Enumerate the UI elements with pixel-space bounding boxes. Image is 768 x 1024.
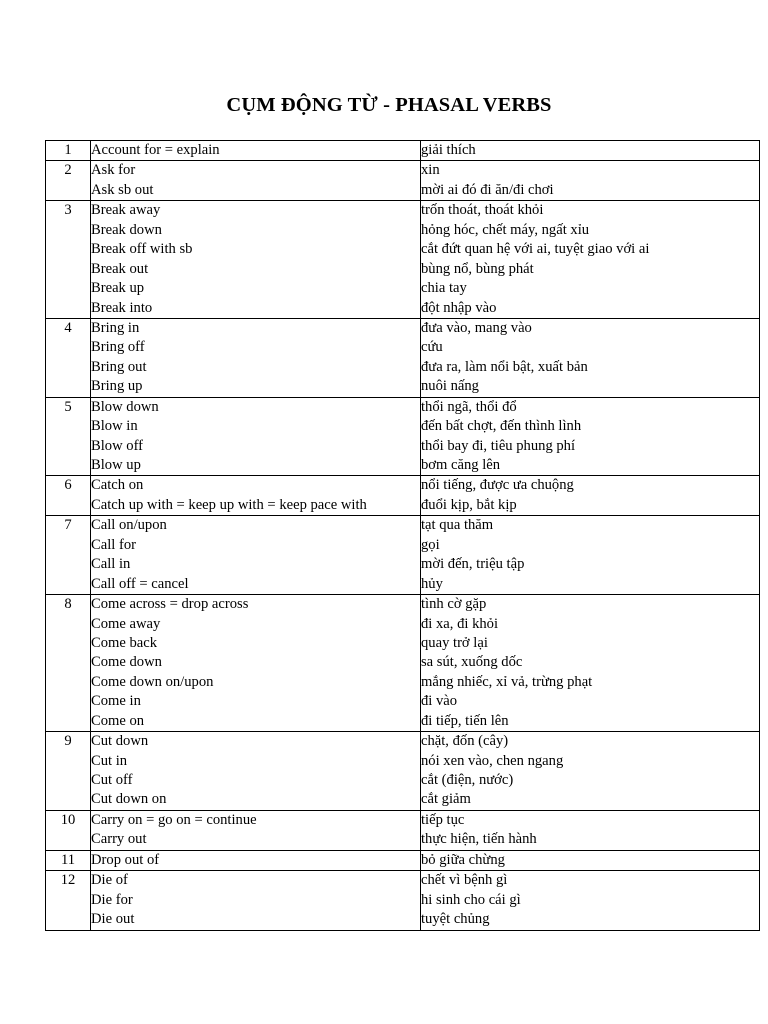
row-number-cell [46, 161, 91, 201]
table-row [46, 850, 760, 870]
verb-meaning: đi tiếp, tiến lên [421, 712, 509, 729]
verb-meaning: chia tay [421, 280, 467, 297]
meaning-cell [421, 141, 760, 161]
phrasal-verb-cell [91, 141, 421, 161]
phrasal-verb: Come back [91, 634, 158, 651]
verb-meaning: thổi ngã, thổi đổ [421, 398, 517, 415]
meaning-cell [421, 201, 760, 319]
verb-meaning: hủy [421, 575, 443, 592]
phrasal-verb: Cut down [91, 733, 149, 750]
phrasal-verb: Break up [91, 280, 145, 297]
meaning-cell [421, 850, 760, 870]
verb-meaning: cắt giảm [421, 791, 471, 808]
row-number-cell [46, 732, 91, 811]
verb-meaning: cắt (điện, nước) [421, 772, 514, 788]
verb-meaning: thực hiện, tiến hành [421, 831, 537, 848]
verb-meaning: bỏ giữa chừng [421, 851, 505, 868]
row-number: 3 [64, 202, 72, 219]
phrasal-verb: Carry on = go on = continue [91, 811, 257, 828]
verb-meaning: cắt đứt quan hệ với ai, tuyệt giao với ai [421, 241, 650, 258]
phrasal-verb: Cut down on [91, 791, 167, 808]
verb-meaning: đột nhập vào [421, 299, 497, 316]
phrasal-verb-cell [91, 871, 421, 930]
phrasal-verb: Come down on/upon [91, 673, 214, 690]
phrasal-verb: Come down [91, 654, 162, 671]
row-number-cell [46, 810, 91, 850]
row-number-cell [46, 595, 91, 732]
row-number: 7 [64, 517, 72, 534]
row-number-cell [46, 476, 91, 516]
verb-meaning: nói xen vào, chen ngang [421, 752, 564, 769]
table-row [46, 516, 760, 595]
table-row [46, 141, 760, 161]
phrasal-verb-cell [91, 397, 421, 476]
phrasal-verb: Account for = explain [91, 142, 220, 158]
verb-meaning: trốn thoát, thoát khỏi [421, 202, 544, 219]
phrasal-verb: Ask for [91, 162, 136, 179]
phrasal-verb-cell [91, 850, 421, 870]
verb-meaning: nổi tiếng, được ưa chuộng [421, 477, 574, 494]
row-number: 9 [64, 733, 72, 750]
row-number: 12 [60, 872, 76, 889]
phrasal-verb-cell [91, 476, 421, 516]
table-row [46, 595, 760, 732]
phrasal-verb-cell [91, 161, 421, 201]
phrasal-verb: Break into [91, 299, 153, 316]
row-number-cell [46, 201, 91, 319]
table-row [46, 161, 760, 201]
row-number: 1 [64, 142, 72, 158]
row-number: 6 [64, 477, 72, 494]
row-number: 8 [64, 596, 72, 613]
phrasal-verb: Come on [91, 712, 145, 729]
phrasal-verb-cell [91, 810, 421, 850]
verb-meaning: tình cờ gặp [421, 596, 487, 613]
phrasal-verb: Catch up with = keep up with = keep pace with [91, 496, 367, 513]
meaning-cell [421, 516, 760, 595]
verb-meaning: bơm căng lên [421, 457, 501, 473]
phrasal-verb: Bring in [91, 319, 140, 336]
verb-meaning: mắng nhiếc, xỉ vả, trừng phạt [421, 673, 593, 690]
verb-meaning: tiếp tục [421, 811, 465, 828]
verb-meaning: xin [421, 162, 440, 179]
table-body [46, 141, 760, 931]
verb-meaning: cứu [421, 339, 443, 356]
verb-meaning: đưa ra, làm nổi bật, xuất bản [421, 358, 588, 375]
verb-meaning: đưa vào, mang vào [421, 319, 532, 336]
phrasal-verb: Call for [91, 536, 136, 553]
verb-meaning: hỏng hóc, chết máy, ngất xỉu [421, 221, 590, 238]
phrasal-verb: Die of [91, 872, 128, 889]
phrasal-verb: Cut in [91, 752, 128, 769]
table-row [46, 476, 760, 516]
meaning-cell [421, 161, 760, 201]
phrasal-verb: Break off with sb [91, 241, 193, 258]
row-number: 5 [64, 398, 72, 415]
phrasal-verbs-table [45, 140, 760, 931]
row-number: 11 [60, 851, 76, 868]
row-number: 4 [64, 319, 72, 336]
verb-meaning: tuyệt chủng [421, 911, 490, 928]
phrasal-verb: Drop out of [91, 851, 160, 868]
verb-meaning: bùng nổ, bùng phát [421, 260, 534, 277]
phrasal-verb-cell [91, 732, 421, 811]
row-number-cell [46, 318, 91, 397]
phrasal-verb: Die for [91, 891, 133, 908]
table-row [46, 397, 760, 476]
phrasal-verb: Blow off [91, 437, 144, 454]
verb-meaning: chặt, đốn (cây) [421, 733, 509, 750]
verb-meaning: đi xa, đi khỏi [421, 615, 499, 632]
verb-meaning: gọi [421, 536, 440, 553]
row-number-cell [46, 397, 91, 476]
table-row [46, 871, 760, 930]
table-row [46, 201, 760, 319]
verb-meaning: đuổi kịp, bắt kịp [421, 496, 517, 513]
phrasal-verb: Break down [91, 221, 162, 238]
phrasal-verb-cell [91, 318, 421, 397]
verb-meaning: nuôi nấng [421, 378, 479, 395]
verb-meaning: quay trở lại [421, 634, 488, 651]
phrasal-verb: Come in [91, 693, 141, 710]
verb-meaning: thổi bay đi, tiêu phung phí [421, 437, 576, 454]
phrasal-verb: Cut off [91, 772, 133, 788]
row-number-cell [46, 871, 91, 930]
phrasal-verb-cell [91, 595, 421, 732]
meaning-cell [421, 595, 760, 732]
meaning-cell [421, 732, 760, 811]
phrasal-verb: Catch on [91, 477, 144, 494]
table-row [46, 732, 760, 811]
phrasal-verb: Break out [91, 260, 149, 277]
row-number-cell [46, 516, 91, 595]
verb-meaning: sa sút, xuống dốc [421, 654, 523, 671]
phrasal-verb: Call on/upon [91, 517, 167, 534]
verb-meaning: mời ai đó đi ăn/đi chơi [421, 181, 554, 198]
verb-meaning: đến bất chợt, đến thình lình [421, 418, 582, 435]
page-title: CỤM ĐỘNG TỪ - PHASAL VERBS [226, 94, 552, 116]
table-row [46, 810, 760, 850]
phrasal-verb: Bring off [91, 339, 145, 356]
phrasal-verb: Blow up [91, 457, 141, 473]
meaning-cell [421, 318, 760, 397]
phrasal-verb: Bring up [91, 378, 143, 395]
phrasal-verb: Call off = cancel [91, 575, 189, 592]
phrasal-verb: Ask sb out [91, 181, 154, 198]
phrasal-verb: Die out [91, 911, 135, 928]
phrasal-verb: Call in [91, 556, 131, 573]
meaning-cell [421, 397, 760, 476]
row-number-cell [46, 141, 91, 161]
phrasal-verb: Break away [91, 202, 161, 219]
phrasal-verb: Come across = drop across [91, 596, 249, 613]
verb-meaning: đi vào [421, 693, 458, 710]
phrasal-verb-cell [91, 201, 421, 319]
row-number: 2 [64, 162, 72, 179]
phrasal-verb: Blow in [91, 418, 138, 435]
phrasal-verb: Blow down [91, 398, 159, 415]
verb-meaning: tạt qua thăm [421, 517, 494, 534]
verb-meaning: mời đến, triệu tập [421, 556, 525, 573]
phrasal-verb-cell [91, 516, 421, 595]
meaning-cell [421, 476, 760, 516]
verb-meaning: hi sinh cho cái gì [421, 891, 521, 908]
table-row [46, 318, 760, 397]
row-number-cell [46, 850, 91, 870]
meaning-cell [421, 810, 760, 850]
row-number: 10 [60, 811, 76, 828]
phrasal-verb: Carry out [91, 831, 147, 848]
verb-meaning: giải thích [421, 142, 476, 158]
meaning-cell [421, 871, 760, 930]
verb-meaning: chết vì bệnh gì [421, 872, 508, 889]
phrasal-verb: Bring out [91, 358, 147, 375]
phrasal-verb: Come away [91, 615, 161, 632]
